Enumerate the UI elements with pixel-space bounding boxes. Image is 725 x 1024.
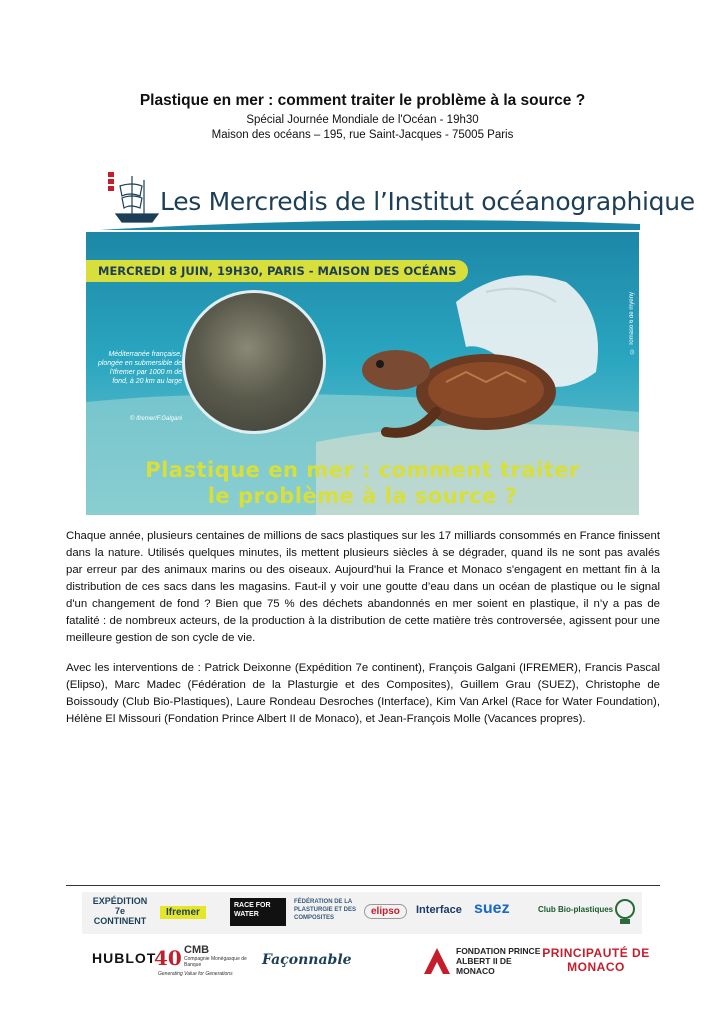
banner-headline-line1: Plastique en mer : comment traiter [145,458,580,482]
sponsor-logo-club-bio-plastiques: Club Bio-plastiques [538,905,614,914]
sponsor-logo-faconnable: Façonnable [262,952,352,968]
event-date-bar: MERCREDI 8 JUIN, 19H30, PARIS - MAISON DES OCÉANS [86,260,468,282]
sponsor-logo-plasturgie: FÉDÉRATION DE LA PLASTURGIE ET DES COMPOSITES [294,899,357,921]
sponsor-logo-ifremer: Ifremer [160,906,206,919]
banner-headline-line2: le problème à la source ? [207,484,518,508]
intro-paragraph: Chaque année, plusieurs centaines de millions de sacs plastiques sur les 17 milliards consommés en France finissent dans la nature. Utilisés quelques minutes, ils mettent plusieurs siècles à se dégrader, quand ils ne sont pas avalés par erreur par des animaux marins ou des oiseaux. Aujourd'hui la France et Monaco s'engagent en mettant fin à la distribution de ces sacs dans les magasins. Faut-il y voir une goutte d’eau dans un océan de plastique ou le signal d'un changement de fond ? Bien que 75 % des déchets abandonnés en mer soient en plastique, il n’y a pas de fatalité : de nombreux acteurs, de la production à la distribution de cette matière très controversée, agissent pour une meilleure gestion de son cycle de vie. [66,530,660,644]
sponsor-logo-suez: suez [474,900,510,917]
sponsor-row-patrons [66,940,660,980]
sponsor-logo-hublot: HUBLOT [92,950,157,966]
turtle-with-plastic-bag-illustration [336,252,636,442]
sponsor-logo-expedition: EXPÉDITION 7e CONTINENT [92,896,148,926]
photo-credit: © Ifremer/F.Galgani [130,416,182,422]
sponsor-logo-interface: Interface [416,904,462,916]
wave-decoration [100,218,640,230]
fondation-prince-albert-icon [422,946,452,976]
sponsor-logo-fondation-prince-albert: FONDATION PRINCE ALBERT II DE MONACO [456,946,541,976]
event-address: Maison des océans – 195, rue Saint-Jacques - 75005 Paris [211,129,514,141]
sponsor-logo-race-for-water: RACE FOR WATER [230,898,286,926]
sponsor-emblem-icon [614,897,636,927]
side-photo-credit: © Tomaso 6 de myeny [629,292,635,354]
document-header [0,92,725,143]
photo-caption: Méditerranée française, plongée en submersible de l'Ifremer par 1000 m de fond, à 20 km au large [97,351,182,385]
sponsor-row-partners [82,892,642,934]
sponsor-divider [66,885,660,886]
sponsor-logo-elipso: elipso [364,904,407,919]
event-banner [86,232,639,515]
event-subtitle: Spécial Journée Mondiale de l'Océan - 19h30 [246,114,479,126]
deep-sea-photo [182,290,326,434]
speakers-paragraph: Avec les interventions de : Patrick Deixonne (Expédition 7e continent), François Galgani (IFREMER), Francis Pascal (Elipso), Marc Madec (Fédération de la Plasturgie et des Composites), Guillem Grau (SUEZ), Christophe de Boissoudy (Club Bio-Plastiques), Laure Rondeau Desroches (Interface), Kim Van Arkel (Race for Water Foundation), Hélène El Missouri (Fondation Prince Albert II de Monaco), et Jean-François Molle (Vacances propres). [66,662,660,725]
institute-title: Les Mercredis de l’Institut océanographique [160,187,695,216]
institute-logo-band [100,170,695,230]
sponsor-logo-cmb: 40 CMB Compagnie Monégasque de Banque Generating Value for Generations [154,944,247,977]
document-title: Plastique en mer : comment traiter le problème à la source ? [139,92,586,109]
sponsor-logo-principaute-monaco: PRINCIPAUTÉ DE MONACO [542,946,650,974]
